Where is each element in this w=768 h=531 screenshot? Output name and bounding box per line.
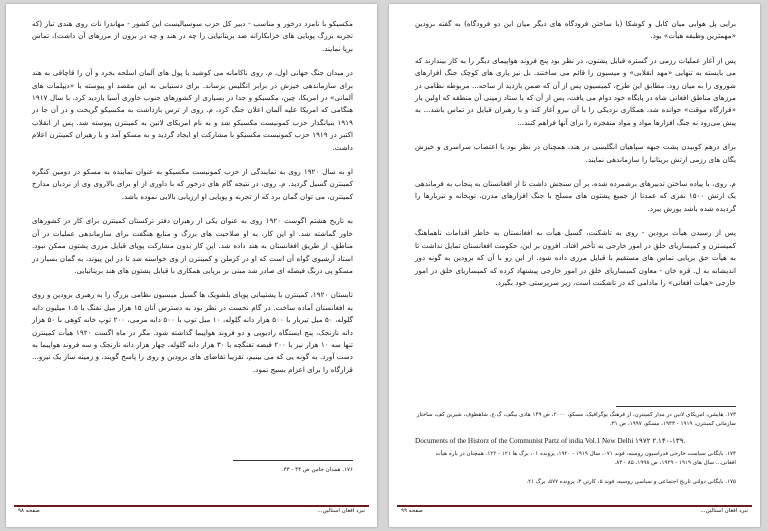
running-title: نبرد افغان استالین... <box>317 508 365 514</box>
paragraph: پس از آغاز عملیات رزمی در گستره قبایل پشتون، در نظر بود پنج فروند هواپیمای دیگر را به کار بیندازند که می بایسته به تنهایی «مهد انقلابی» و میسیون را قائم می ساختند. بل نیز یاری های کوچک جنگ افزارهای شوروی را به میان رود. مطابق این طرح، کمیسیون پس از آن که ضمن بازدید از ساحه... مربوطه نظامی در مرزهای مناطق افغانی شاه در پایگاه خود دوام می یافت، پس از آن که با ستاد زمینی آن منطقه که اولین بار «قرارگاه موقت» خوانده شد، همکاری نزدیکی را با آن نیرو آغاز کند و با رهبران قبایل در تماس باشد... به پیش می‌رود نه جنگ افزارها مواد و مواد منفجره را برای آنها فراهم کنند... <box>415 55 736 127</box>
footnote: ۱۷۳. هایشن، امریکای لاتین در مدار کمینترن، از فرهنگ یوگرافیک، مسکو، ۲۰۰۰، ص ۱۴۹ هادی بیگف، گ.ع. شاهطوف، شیرین کف، ساختار سازمانی کمینترن، ۱۹۱۹ - ۱۹۴۳، مسکو، ۱۹۹۷، ص ۳۱. <box>416 412 736 427</box>
page-number: صفحه ۹۹ <box>401 508 423 514</box>
paragraph: پس از رسیدن هیأت برودین - روی به تاشکنت، گسیل هیأت به افغانستان به خاطر اقدامات ناهماهنگ کمیسترن و کمیساریای خلق در امور خارجی به تأخیر افتاد. افزون بر این، حکومت افغانستان تمایل نداشت تا به هیأت حق برپایی تماس های مستقیم با قبایل مرزی داده شود. از این رو با آن که برودین به گونه دور اندیشانه به ل. قره خان - معاون کمیساریای خلق در امور خارجی پیشنهاد کرده که کمیساریای خلق در امور خارجی «هیأت افغانی» را مادامی که در تاشکنت است، زیر سرپرستی خود بگیرد. <box>415 228 736 287</box>
page-footer <box>14 505 369 517</box>
paragraph: برای درهم کوبیدن پشت جبهه سپاهیان انگلیسی در هند، همچنان در نظر بود با اعتصاب سراسری و خیزش یگان های رزمی ارتش بریتانیا را سازماندهی نمایند. <box>415 142 736 164</box>
footnote-separator <box>616 406 736 407</box>
footnote: ۱۷۶. همدان جامن ص ۴۴ - ۴۳. <box>281 467 353 473</box>
paragraph: به تاریخ هشتم اگوست ۱۹۲۰ روی به عنوان یکی از رهبران دفتر ترکستان کمینترن برای کار در کشورهای خاور گماشته شد. او این کار، به او صلاحیت های بزرگ و منابع هنگفت برای سازماندهی عملیات در آن مناطق، از طریق افغانستان به هند داده شد. این کار بدون مشارکت پویای قبایل مرزی پشتون ممکن نبود. استاد آرشیوی گواه آن است که او در کرملن و کمینترن از وی خواسته شد تا در این پیوند، به گمان بسیار در مسکو پی درنگ فیصله ای صادر شد مبنی بر برپایی همکاری با قبایل پشتون های هند بریتانیایی. <box>32 216 353 275</box>
footnote-separator <box>233 460 353 461</box>
document-reference: Documents of the Historz of the Communist Partz of india Vol.1 New Delhi ۱۹۷۲ ۲.۱۴۰-۱۳۹. <box>415 437 686 445</box>
paragraph: برایی پل هوایی میان کابل و کوشکا (با ساختن فرودگاه های دیگر میان این دو فرودگاه) به گفته برودین «مهمترین وظیفه هیأت» بود. <box>415 19 736 41</box>
footnote: ۱۷۴. بایگانی سیاست خارجی فدراسیون روسیه، فوند ۰۷۱، سال ۱۹۱۹ - ۱۹۲۰، پرونده ۰۱، برگ ها ۱۲۱ - ۱۲۲. همچنان در باره هیأت افغانی... سال های ۱۹۱۹ - ۱۹۲۹، ص ۱۹۹۸، ۸۵ - ۸۳. <box>435 451 736 466</box>
paragraph: در میدان جنگ جهانی اول، م. روی ناکامانه می کوشید با پول های آلمان اسلحه بخرد و آن را قاچاقی به هند برای سازماندهی خیزش در برابر انگلیس برساند. برای دستیابی به این مقصد او پیوسته با «دیپلمات های آلمانی» در امریکا، چین، مکسیکو و جدا در بسیاری از کشورهای جنوب خاوری آسیا بازدید کرد. با سال ۱۹۱۷ هنگامی که امریکا علیه آلمان اعلان جنگ کرد، م. روی از ترس بازداشت به مکسیکو گریخت و در آن جا در ۱۹۱۹ بنیانگذار حزب کمونیست مکسیکو شد و به نام امریکای لاتین به کمینترن پیوسته شد. پس از انقلاب اکتبر در ۱۹۱۹ حزب کمونیست مکسیکو با مشارکت او ایجاد گردید و به مسکو آمد و با رهبران کمینترن اعلام داشت. <box>32 68 353 152</box>
footnote: ۱۷۵. بایگانی دولتی تاریخ اجتماعی و سیاسی روسیه، فوند ۵، کارتن ۳، پرونده ۵۷۷، برگ ۲۱. <box>526 479 736 485</box>
right-page-body <box>415 18 736 289</box>
document-page-right <box>389 4 760 527</box>
running-title: نبرد افغان استالین... <box>700 508 748 514</box>
paragraph: مکسیکو با نامزد درخور و مناسب - دبیر کل حزب سوسیالیست این کشور - مهاندرا نات روی هندی تبار (که تجربه بزرگ پویایی های خرابکارانه ضد بریتانیایی را چه در هند و چه در برون از مرزهای آن داشت)، تماس برپا نمایند. <box>32 19 353 53</box>
left-page-body <box>32 18 353 376</box>
paragraph: او به سال ۱۹۲۰ روی به نمایندگی از حزب کمونیست مکسیکو به عنوان نماینده به مسکو در دومین کنگره کمینترن گسیل گردید. م. روی، در نتیجه گام های درخور که با داوری از او برای بالاروی وی از نردبان مدارج کمینترن، می توان گمان برد که از تجربه و پویایی او ارزیابی بالایی نموده باشد. <box>32 167 353 201</box>
document-page-left <box>6 4 377 527</box>
page-footer <box>397 505 752 517</box>
page-number: صفحه ۹۸ <box>18 508 40 514</box>
paragraph: تابستان ۱۹۲۰، کمینترن با پشتیبانی پویای بلشویک ها گسیل میسیون نظامی بزرگ را به رهبری برودین و روی به افغانستان آماده ساخت. در گام نخست در نظر بود به دسترس آنان ۱۵ هزار میل تفنگ با ۱.۵ میلیون دانه گلوله، ۵۰ میل تیربار با ۵۰۰ هزار دانه گلوله، ۱۰ میل توپ با ۵۰۰ دانه مرمی، ۲۰۰ توپ خانه کوهی با ۵۰ هزار دانه نارنجک، پنج ایستگاه رادیویی و دو فروند هواپیما گذاشته شود. مگر در ماه اگست ۱۹۲۰ هیأت کمینترن تنها سه ۱۰ هزار نیز با ۲۰۰ قبضه تفنگچه با ۳۰ هزار دانه گلوله، چهار هزار دانه نارنجک و سه فروند هواپیما به دست آورد. به گونه یی که می بینیم، تقریبا تقاضای های برودین و روی را پاسخ گویند، و زمینه ساز یک نیرو... قرارگاه را برای اعزام بسیج نمود. <box>32 290 353 374</box>
paragraph: م. روی، با پیاده ساختن تدبیرهای برشمرده شده، بر آن سنجش داشت تا از افغانستان به پنجاب به فرماندهی یک ارتش ۱۵۰۰ نفری که عمدتا از جمیع پشتون های مسلح با جنگ افزارهای مدرن، توپخانه و تیربارها را گردیده شده باشد یورش ببرد. <box>415 179 736 213</box>
